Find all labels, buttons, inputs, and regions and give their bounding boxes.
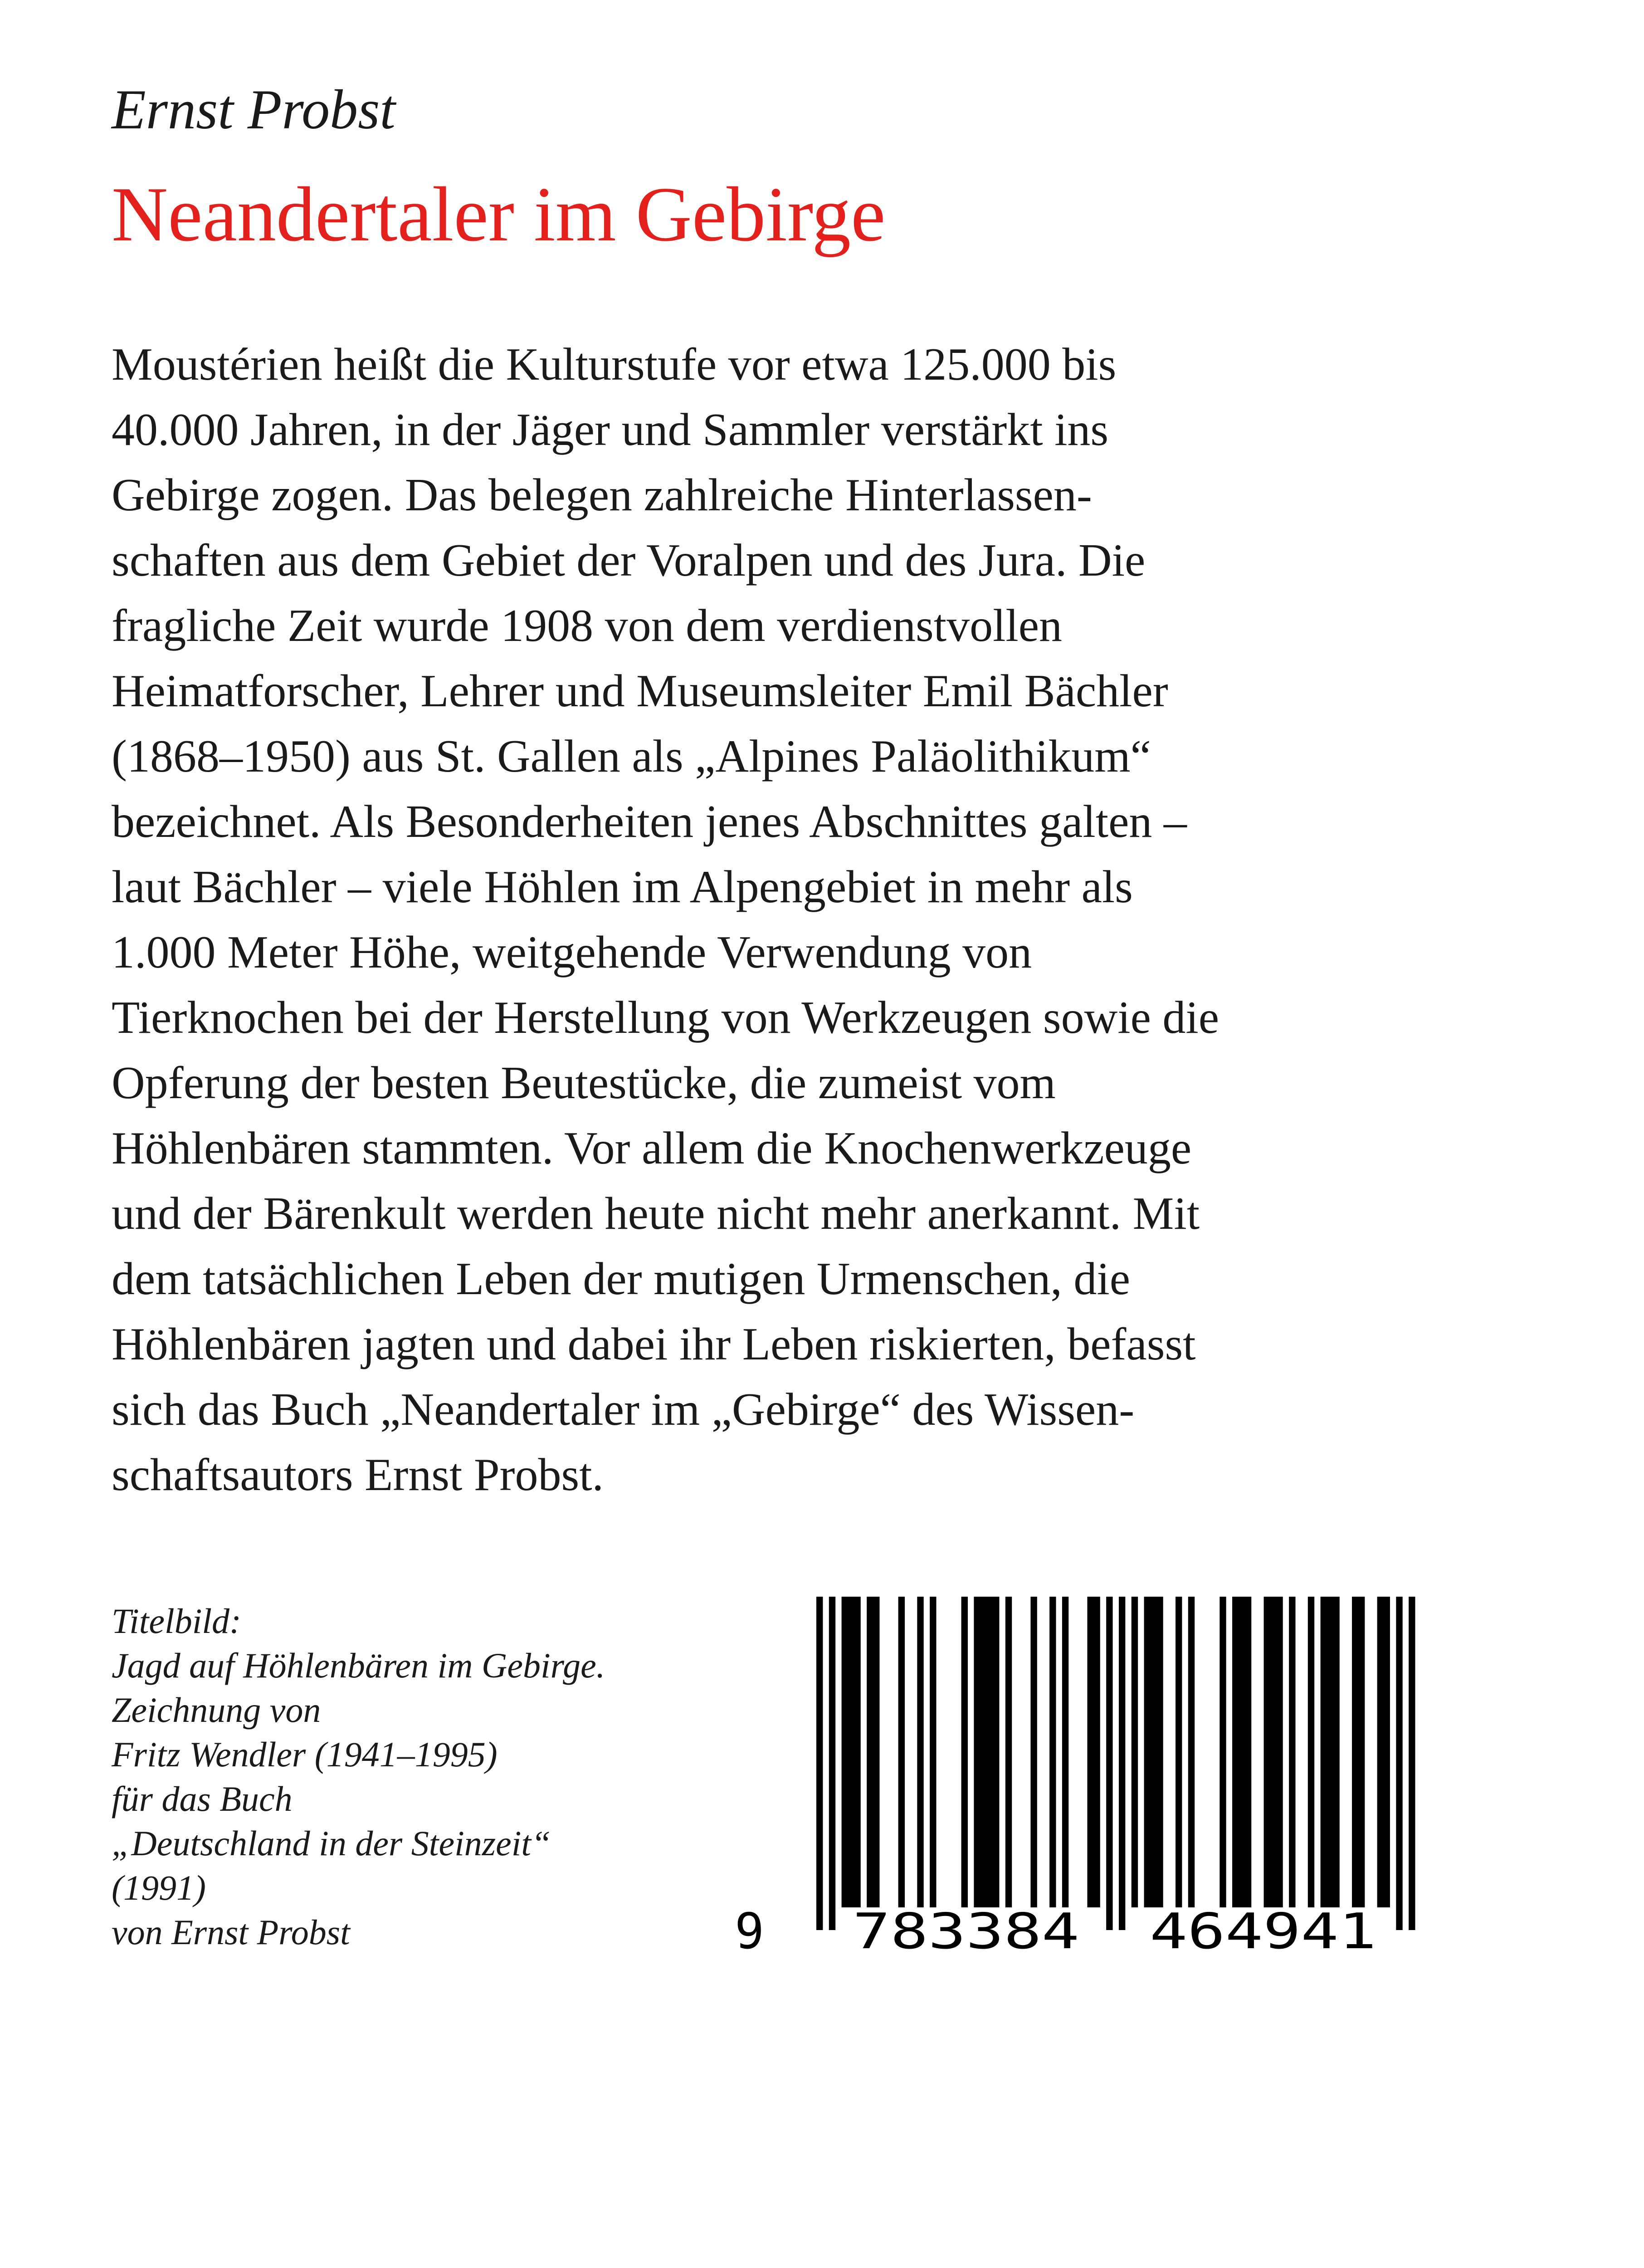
barcode-left-group: 783384 <box>853 1903 1079 1955</box>
barcode-right-group: 464941 <box>1150 1903 1376 1955</box>
blurb-text <box>112 332 1219 1508</box>
barcode-bar <box>917 1597 923 1907</box>
barcode-bar <box>1308 1597 1314 1907</box>
caption-line: Titelbild: <box>112 1601 242 1641</box>
blurb-line: schaften aus dem Gebiet der Voralpen und des Jura. Die <box>112 535 1146 586</box>
caption-line: von Ernst Probst <box>112 1912 350 1952</box>
blurb-line: Höhlenbären jagten und dabei ihr Leben riskierten, befasst <box>112 1319 1196 1370</box>
barcode-bar <box>1087 1597 1100 1907</box>
book-title: Neandertaler im Gebirge <box>112 171 886 258</box>
barcode-bar <box>1030 1597 1037 1907</box>
barcode-bar <box>1188 1597 1195 1907</box>
barcode-bar <box>1264 1597 1283 1907</box>
cover-image-caption <box>112 1599 605 1955</box>
blurb-line: 1.000 Meter Höhe, weitgehende Verwendung von <box>112 927 1032 978</box>
barcode-bar <box>1132 1597 1138 1907</box>
barcode-first-digit: 9 <box>735 1903 765 1955</box>
barcode-bar <box>898 1597 905 1907</box>
blurb-line: und der Bärenkult werden heute nicht mehr anerkannt. Mit <box>112 1188 1200 1239</box>
blurb-line: bezeichnet. Als Besonderheiten jenes Abschnittes galten – <box>112 796 1187 847</box>
barcode-bar <box>930 1597 936 1907</box>
barcode-bar <box>842 1597 861 1907</box>
blurb-line: dem tatsächlichen Leben der mutigen Urmenschen, die <box>112 1253 1130 1305</box>
blurb-line: Heimatforscher, Lehrer und Museumsleiter Emil Bächler <box>112 665 1168 717</box>
caption-line: für das Buch <box>112 1779 293 1818</box>
barcode-bar <box>1049 1597 1056 1907</box>
barcode-bar <box>1144 1597 1163 1907</box>
author-name: Ernst Probst <box>112 78 395 141</box>
blurb-line: Tierknochen bei der Herstellung von Werkzeugen sowie die <box>112 992 1219 1043</box>
barcode-bar <box>1396 1597 1402 1930</box>
blurb-line: 40.000 Jahren, in der Jäger und Sammler verstärkt ins <box>112 404 1109 455</box>
blurb-line: Opferung der besten Beutestücke, die zumeist vom <box>112 1057 1056 1109</box>
barcode-bar <box>1062 1597 1068 1907</box>
barcode-bar <box>1005 1597 1012 1907</box>
barcode-bar <box>1176 1597 1182 1907</box>
barcode-bar <box>1119 1597 1125 1930</box>
caption-line: Zeichnung von <box>112 1690 321 1730</box>
blurb-line: Höhlenbären stammten. Vor allem die Knochenwerkzeuge <box>112 1123 1192 1174</box>
barcode-bar <box>1321 1597 1340 1907</box>
barcode-bar <box>1352 1597 1365 1907</box>
barcode-bars <box>816 1597 1415 1930</box>
caption-line: „Deutschland in der Steinzeit“ <box>112 1823 551 1863</box>
blurb-line: schaftsautors Ernst Probst. <box>112 1449 604 1501</box>
barcode-bar <box>829 1597 835 1930</box>
blurb-line: (1868–1950) aus St. Gallen als „Alpines Paläolithikum“ <box>112 731 1151 782</box>
barcode-graphic <box>726 1597 1424 1955</box>
barcode-bar <box>1409 1597 1415 1930</box>
barcode-bar <box>961 1597 968 1907</box>
barcode-bar <box>1106 1597 1112 1930</box>
isbn-barcode <box>726 1597 1424 1955</box>
blurb-line: sich das Buch „Neandertaler im „Gebirge“ des Wissen- <box>112 1384 1135 1435</box>
blurb-line: Moustérien heißt die Kulturstufe vor etwa 125.000 bis <box>112 339 1117 390</box>
blurb-line: fragliche Zeit wurde 1908 von dem verdienstvollen <box>112 600 1063 651</box>
barcode-bar <box>1289 1597 1295 1907</box>
caption-line: Jagd auf Höhlenbären im Gebirge. <box>112 1646 605 1685</box>
barcode-bar <box>1220 1597 1226 1907</box>
barcode-bar <box>1232 1597 1251 1907</box>
barcode-bar <box>974 1597 999 1907</box>
barcode-bar <box>816 1597 823 1930</box>
blurb-line: Gebirge zogen. Das belegen zahlreiche Hinterlassen- <box>112 469 1092 521</box>
barcode-bar <box>867 1597 879 1907</box>
barcode-bar <box>1377 1597 1390 1907</box>
caption-line: (1991) <box>112 1868 206 1907</box>
blurb-line: laut Bächler – viele Höhlen im Alpengebiet in mehr als <box>112 861 1133 913</box>
caption-line: Fritz Wendler (1941–1995) <box>112 1735 498 1774</box>
